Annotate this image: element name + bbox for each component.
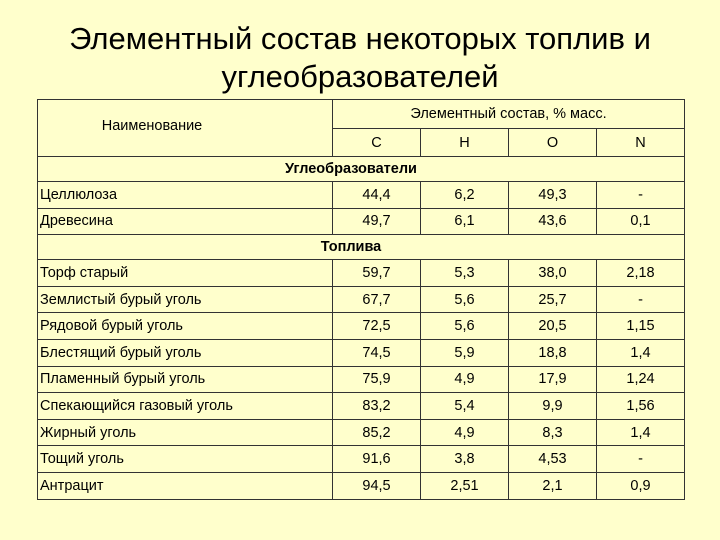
cell-c: 74,5 bbox=[333, 339, 421, 366]
cell-h: 3,8 bbox=[421, 446, 509, 473]
page-title-line1: Элементный состав некоторых топлив и bbox=[69, 21, 651, 56]
cell-c: 85,2 bbox=[333, 419, 421, 446]
cell-h: 5,6 bbox=[421, 286, 509, 313]
header-name-cell: Наименование bbox=[38, 100, 333, 157]
cell-c: 67,7 bbox=[333, 286, 421, 313]
table-header-row bbox=[38, 100, 685, 129]
cell-h: 5,6 bbox=[421, 313, 509, 340]
column-header-c: C bbox=[333, 129, 421, 157]
row-name: Спекающийся газовый уголь bbox=[38, 393, 333, 420]
composition-table bbox=[37, 99, 685, 500]
cell-c: 44,4 bbox=[333, 182, 421, 209]
table-row bbox=[38, 472, 685, 499]
cell-n: 1,15 bbox=[597, 313, 685, 340]
header-group-cell: Элементный состав, % масс. bbox=[333, 100, 685, 129]
section-title-cell bbox=[38, 235, 685, 260]
cell-h: 6,1 bbox=[421, 208, 509, 235]
table-row bbox=[38, 208, 685, 235]
cell-n: 1,4 bbox=[597, 419, 685, 446]
table-row bbox=[38, 339, 685, 366]
row-name: Рядовой бурый уголь bbox=[38, 313, 333, 340]
cell-h: 4,9 bbox=[421, 419, 509, 446]
row-name: Жирный уголь bbox=[38, 419, 333, 446]
cell-n: - bbox=[597, 446, 685, 473]
cell-n: 2,18 bbox=[597, 260, 685, 287]
section-row-coal-formers bbox=[38, 157, 685, 182]
table-row bbox=[38, 182, 685, 209]
page-title bbox=[0, 20, 720, 96]
cell-o: 9,9 bbox=[509, 393, 597, 420]
row-name: Древесина bbox=[38, 208, 333, 235]
cell-h: 2,51 bbox=[421, 472, 509, 499]
cell-o: 8,3 bbox=[509, 419, 597, 446]
table-row bbox=[38, 419, 685, 446]
cell-c: 91,6 bbox=[333, 446, 421, 473]
column-header-h: H bbox=[421, 129, 509, 157]
cell-h: 5,9 bbox=[421, 339, 509, 366]
section-row-fuels bbox=[38, 235, 685, 260]
section-title: Углеобразователи bbox=[285, 161, 417, 177]
cell-c: 49,7 bbox=[333, 208, 421, 235]
cell-h: 4,9 bbox=[421, 366, 509, 393]
cell-o: 2,1 bbox=[509, 472, 597, 499]
cell-o: 25,7 bbox=[509, 286, 597, 313]
cell-n: 0,9 bbox=[597, 472, 685, 499]
cell-c: 75,9 bbox=[333, 366, 421, 393]
table-row bbox=[38, 446, 685, 473]
cell-o: 49,3 bbox=[509, 182, 597, 209]
cell-o: 17,9 bbox=[509, 366, 597, 393]
cell-c: 94,5 bbox=[333, 472, 421, 499]
row-name: Блестящий бурый уголь bbox=[38, 339, 333, 366]
cell-c: 72,5 bbox=[333, 313, 421, 340]
row-name: Пламенный бурый уголь bbox=[38, 366, 333, 393]
cell-c: 83,2 bbox=[333, 393, 421, 420]
section-title-cell bbox=[38, 157, 685, 182]
cell-o: 4,53 bbox=[509, 446, 597, 473]
cell-n: 1,56 bbox=[597, 393, 685, 420]
row-name: Землистый бурый уголь bbox=[38, 286, 333, 313]
cell-n: - bbox=[597, 286, 685, 313]
cell-n: 1,24 bbox=[597, 366, 685, 393]
cell-n: 1,4 bbox=[597, 339, 685, 366]
cell-h: 5,4 bbox=[421, 393, 509, 420]
row-name: Целлюлоза bbox=[38, 182, 333, 209]
cell-n: - bbox=[597, 182, 685, 209]
table-row bbox=[38, 366, 685, 393]
table-row bbox=[38, 260, 685, 287]
cell-o: 20,5 bbox=[509, 313, 597, 340]
cell-h: 6,2 bbox=[421, 182, 509, 209]
cell-o: 38,0 bbox=[509, 260, 597, 287]
section-title: Топлива bbox=[320, 239, 382, 256]
row-name: Антрацит bbox=[38, 472, 333, 499]
table-row bbox=[38, 313, 685, 340]
table-row bbox=[38, 393, 685, 420]
cell-o: 18,8 bbox=[509, 339, 597, 366]
cell-n: 0,1 bbox=[597, 208, 685, 235]
row-name: Торф старый bbox=[38, 260, 333, 287]
page-title-line2: углеобразователей bbox=[221, 59, 499, 94]
table-row bbox=[38, 286, 685, 313]
cell-c: 59,7 bbox=[333, 260, 421, 287]
row-name: Тощий уголь bbox=[38, 446, 333, 473]
cell-h: 5,3 bbox=[421, 260, 509, 287]
cell-o: 43,6 bbox=[509, 208, 597, 235]
column-header-o: O bbox=[509, 129, 597, 157]
column-header-n: N bbox=[597, 129, 685, 157]
